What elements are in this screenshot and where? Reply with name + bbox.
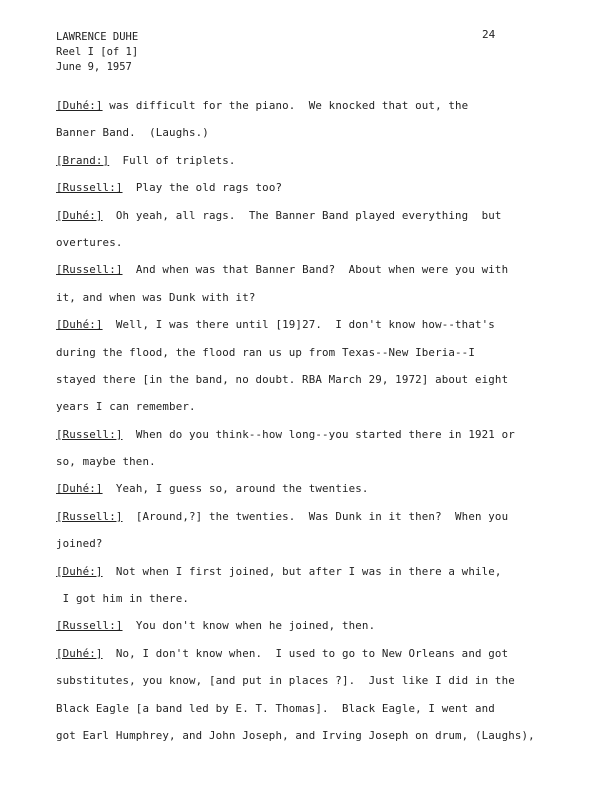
line-text: You don't know when he joined, then. xyxy=(122,619,376,633)
page-number: 24 xyxy=(482,28,496,41)
transcript-line xyxy=(56,585,606,612)
transcript-line xyxy=(56,612,606,639)
transcript-line xyxy=(56,640,606,667)
line-text: I got him in there. xyxy=(56,592,190,606)
speaker-label: [Duhé:] xyxy=(56,208,103,222)
transcript-line xyxy=(56,339,606,366)
line-text: overtures. xyxy=(56,235,123,249)
transcript-line xyxy=(56,256,606,283)
line-text: got Earl Humphrey, and John Joseph, and Irving Joseph on drum, (Laughs), xyxy=(56,728,535,742)
speaker-label: [Russell:] xyxy=(56,509,123,523)
transcript-line xyxy=(56,475,606,502)
transcript-line xyxy=(56,695,606,722)
transcript-line xyxy=(56,202,606,229)
transcript-line xyxy=(56,229,606,256)
line-text: Black Eagle [a band led by E. T. Thomas]. Black Eagle, I went and xyxy=(56,701,495,715)
transcript-line xyxy=(56,174,606,201)
transcript-line xyxy=(56,147,606,174)
line-text: [Around,?] the twenties. Was Dunk in it then? When you xyxy=(122,509,509,523)
line-text: joined? xyxy=(56,537,103,551)
speaker-label: [Russell:] xyxy=(56,263,123,277)
line-text: Well, I was there until [19]27. I don't know how--that's xyxy=(102,318,495,332)
line-text: Full of triplets. xyxy=(109,153,236,167)
transcript-line xyxy=(56,393,606,420)
speaker-label: [Duhé:] xyxy=(56,646,103,660)
line-text: When do you think--how long--you started there in 1921 or xyxy=(122,427,515,441)
speaker-label: [Duhé:] xyxy=(56,99,103,112)
speaker-label: [Russell:] xyxy=(56,427,123,441)
line-text: stayed there [in the band, no doubt. RBA March 29, 1972] about eight xyxy=(56,372,509,386)
page-header xyxy=(56,30,138,75)
reel-label: Reel I [of 1] xyxy=(56,46,139,58)
transcript-line xyxy=(56,92,606,119)
transcript-line xyxy=(56,448,606,475)
line-text: so, maybe then. xyxy=(56,455,156,469)
interview-date: June 9, 1957 xyxy=(56,61,132,73)
line-text: Not when I first joined, but after I was in there a while, xyxy=(102,564,502,578)
line-text: And when was that Banner Band? About when were you with xyxy=(122,263,509,277)
speaker-label: [Russell:] xyxy=(56,619,123,633)
speaker-label: [Russell:] xyxy=(56,181,123,195)
transcript-line xyxy=(56,119,606,146)
transcript-line xyxy=(56,284,606,311)
transcript-body xyxy=(56,92,606,749)
line-text: Play the old rags too? xyxy=(122,181,283,195)
line-text: years I can remember. xyxy=(56,400,196,414)
line-text: during the flood, the flood ran us up from Texas--New Iberia--I xyxy=(56,345,475,359)
transcript-line xyxy=(56,722,606,749)
speaker-label: [Duhé:] xyxy=(56,318,103,332)
transcript-line xyxy=(56,421,606,448)
line-text: No, I don't know when. I used to go to New Orleans and got xyxy=(102,646,509,660)
line-text: it, and when was Dunk with it? xyxy=(56,290,256,304)
speaker-label: [Duhé:] xyxy=(56,482,103,496)
transcript-line xyxy=(56,558,606,585)
transcript-line xyxy=(56,311,606,338)
speaker-label: [Duhé:] xyxy=(56,564,103,578)
line-text: substitutes, you know, [and put in places ?]. Just like I did in the xyxy=(56,674,515,688)
transcript-line xyxy=(56,667,606,694)
transcript-line xyxy=(56,530,606,557)
line-text: was difficult for the piano. We knocked that out, the xyxy=(102,99,469,112)
line-text: Yeah, I guess so, around the twenties. xyxy=(102,482,369,496)
line-text: Oh yeah, all rags. The Banner Band played everything but xyxy=(102,208,502,222)
interviewee-name: LAWRENCE DUHE xyxy=(56,31,139,43)
transcript-line xyxy=(56,366,606,393)
line-text: Banner Band. (Laughs.) xyxy=(56,126,209,140)
speaker-label: [Brand:] xyxy=(56,153,110,167)
transcript-line xyxy=(56,503,606,530)
